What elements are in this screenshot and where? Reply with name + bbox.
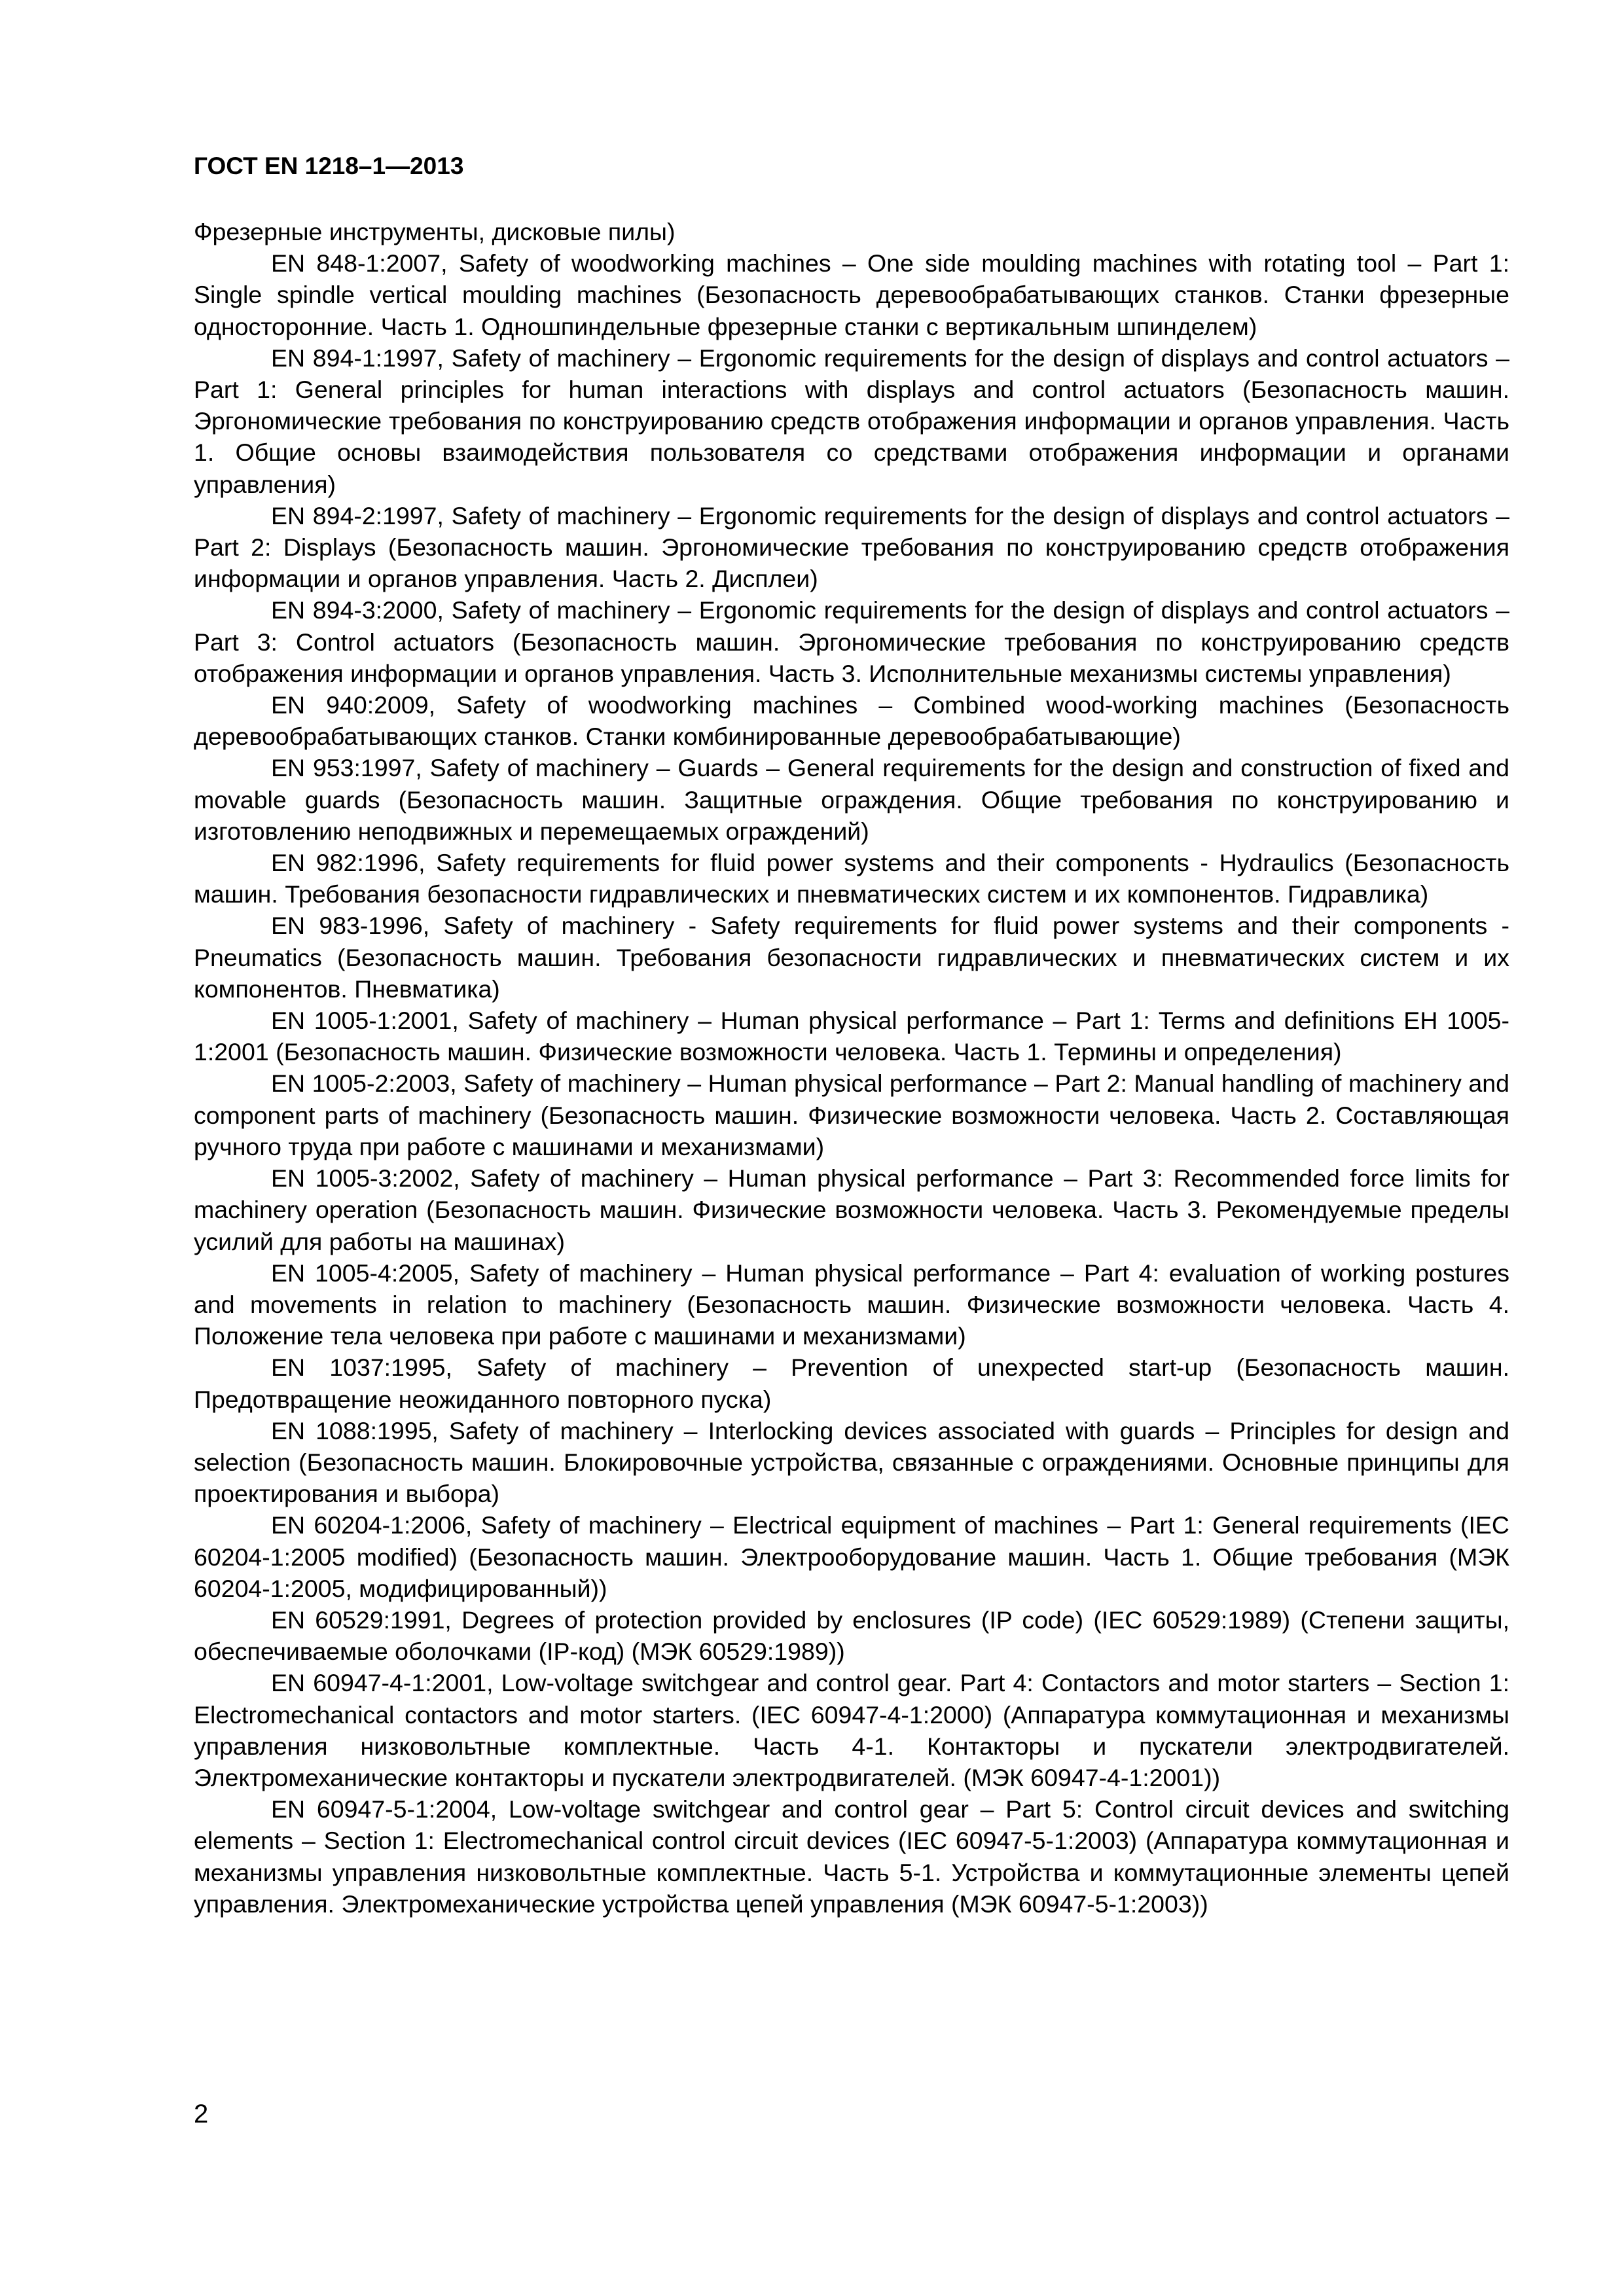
continuation-text: Фрезерные инструменты, дисковые пилы) [194,218,676,245]
reference-en-1005-1: EN 1005-1:2001, Safety of machinery – Human physical performance – Part 1: Terms and definitions ЕН 1005-1:2001 (Безопасность машин. Физические возможности человека. Часть 1. Термины и определения) [194,1007,1509,1066]
reference-en-848-1: EN 848-1:2007, Safety of woodworking machines – One side moulding machines with rotating tool – Part 1: Single spindle vertical moulding machines (Безопасность деревообрабатывающих станков. Станки фрезерные односторонние. Часть 1. Одношпиндельные фрезерные станки с вертикальным шпинделем) [194,249,1509,340]
document-header: ГОСТ EN 1218–1—2013 [194,152,464,179]
reference-en-940: EN 940:2009, Safety of woodworking machines – Combined wood-working machines (Безопасность деревообрабатывающих станков. Станки комбинированные деревообрабатывающие) [194,691,1509,751]
reference-en-894-1: EN 894-1:1997, Safety of machinery – Ergonomic requirements for the design of displays and control actuators – Part 1: General principles for human interactions with displays and control actuators (Безопасность машин. Эргономические требования по конструированию средств отображения информации и органов управления. Часть 1. Общие основы взаимодействия пользователя со средствами отображения информации и органами управления) [194,344,1509,498]
reference-en-982: EN 982:1996, Safety requirements for fluid power systems and their components - Hydraulics (Безопасность машин. Требования безопасности гидравлических и пневматических систем и их компонентов. Гидравлика) [194,849,1509,908]
reference-en-1088: EN 1088:1995, Safety of machinery – Interlocking devices associated with guards – Principles for design and selection (Безопасность машин. Блокировочные устройства, связанные с ограждениями. Основные принципы для проектирования и выбора) [194,1416,1509,1508]
reference-en-60947-5-1: EN 60947-5-1:2004, Low-voltage switchgear and control gear – Part 5: Control circuit devices and switching elements – Section 1: Electromechanical control circuit devices (IEC 60947-5-1:2003) (Аппаратура коммутационная и механизмы управления низковольтные комплектные. Часть 5-1. Устройства и коммутационные элементы цепей управления. Электромеханические устройства цепей управления (МЭК 60947-5-1:2003)) [194,1795,1509,1918]
reference-en-1005-4: EN 1005-4:2005, Safety of machinery – Human physical performance – Part 4: evaluation of working postures and movements in relation to machinery (Безопасность машин. Физические возможности человека. Часть 4. Положение тела человека при работе с машинами и механизмами) [194,1259,1509,1350]
reference-en-894-3: EN 894-3:2000, Safety of machinery – Ergonomic requirements for the design of displays and control actuators – Part 3: Control actuators (Безопасность машин. Эргономические требования по конструированию средств отображения информации и органов управления. Часть 3. Исполнительные механизмы системы управления) [194,596,1509,687]
reference-en-1005-3: EN 1005-3:2002, Safety of machinery – Human physical performance – Part 3: Recommended force limits for machinery operation (Безопасность машин. Физические возможности человека. Часть 3. Рекомендуемые пределы усилий для работы на машинах) [194,1164,1509,1255]
reference-en-953: EN 953:1997, Safety of machinery – Guards – General requirements for the design and construction of fixed and movable guards (Безопасность машин. Защитные ограждения. Общие требования по конструированию и изготовлению неподвижных и перемещаемых ограждений) [194,754,1509,845]
reference-en-983: EN 983-1996, Safety of machinery - Safety requirements for fluid power systems and their components - Pneumatics (Безопасность машин. Требования безопасности гидравлических и пневматических систем и их компонентов. Пневматика) [194,912,1509,1003]
normative-references [194,216,1509,1920]
reference-en-60204-1: EN 60204-1:2006, Safety of machinery – Electrical equipment of machines – Part 1: General requirements (IEC 60204-1:2005 modified) (Безопасность машин. Электрооборудование машин. Часть 1. Общие требования (МЭК 60204-1:2005, модифицированный)) [194,1511,1509,1602]
reference-en-894-2: EN 894-2:1997, Safety of machinery – Ergonomic requirements for the design of displays and control actuators – Part 2: Displays (Безопасность машин. Эргономические требования по конструированию средств отображения информации и органов управления. Часть 2. Дисплеи) [194,501,1509,593]
reference-en-1005-2: EN 1005-2:2003, Safety of machinery – Human physical performance – Part 2: Manual handling of machinery and component parts of machinery (Безопасность машин. Физические возможности человека. Часть 2. Составляющая ручного труда при работе с машинами и механизмами) [194,1069,1509,1160]
reference-en-60529: EN 60529:1991, Degrees of protection provided by enclosures (IP code) (IEC 60529:1989) (Степени защиты, обеспечиваемые оболочками (IP-код) (МЭК 60529:1989)) [194,1605,1509,1666]
page-number: 2 [194,2100,209,2128]
reference-en-1037: EN 1037:1995, Safety of machinery – Prevention of unexpected start-up (Безопасность машин. Предотвращение неожиданного повторного пуска) [194,1354,1509,1413]
reference-en-60947-4-1: EN 60947-4-1:2001, Low-voltage switchgear and control gear. Part 4: Contactors and motor starters – Section 1: Electromechanical contactors and motor starters. (IEC 60947-4-1:2000) (Аппаратура коммутационная и механизмы управления низковольтные комплектные. Часть 4-1. Контакторы и пускатели электродвигателей. Электромеханические контакторы и пускатели электродвигателей. (МЭК 60947-4-1:2001)) [194,1669,1509,1791]
